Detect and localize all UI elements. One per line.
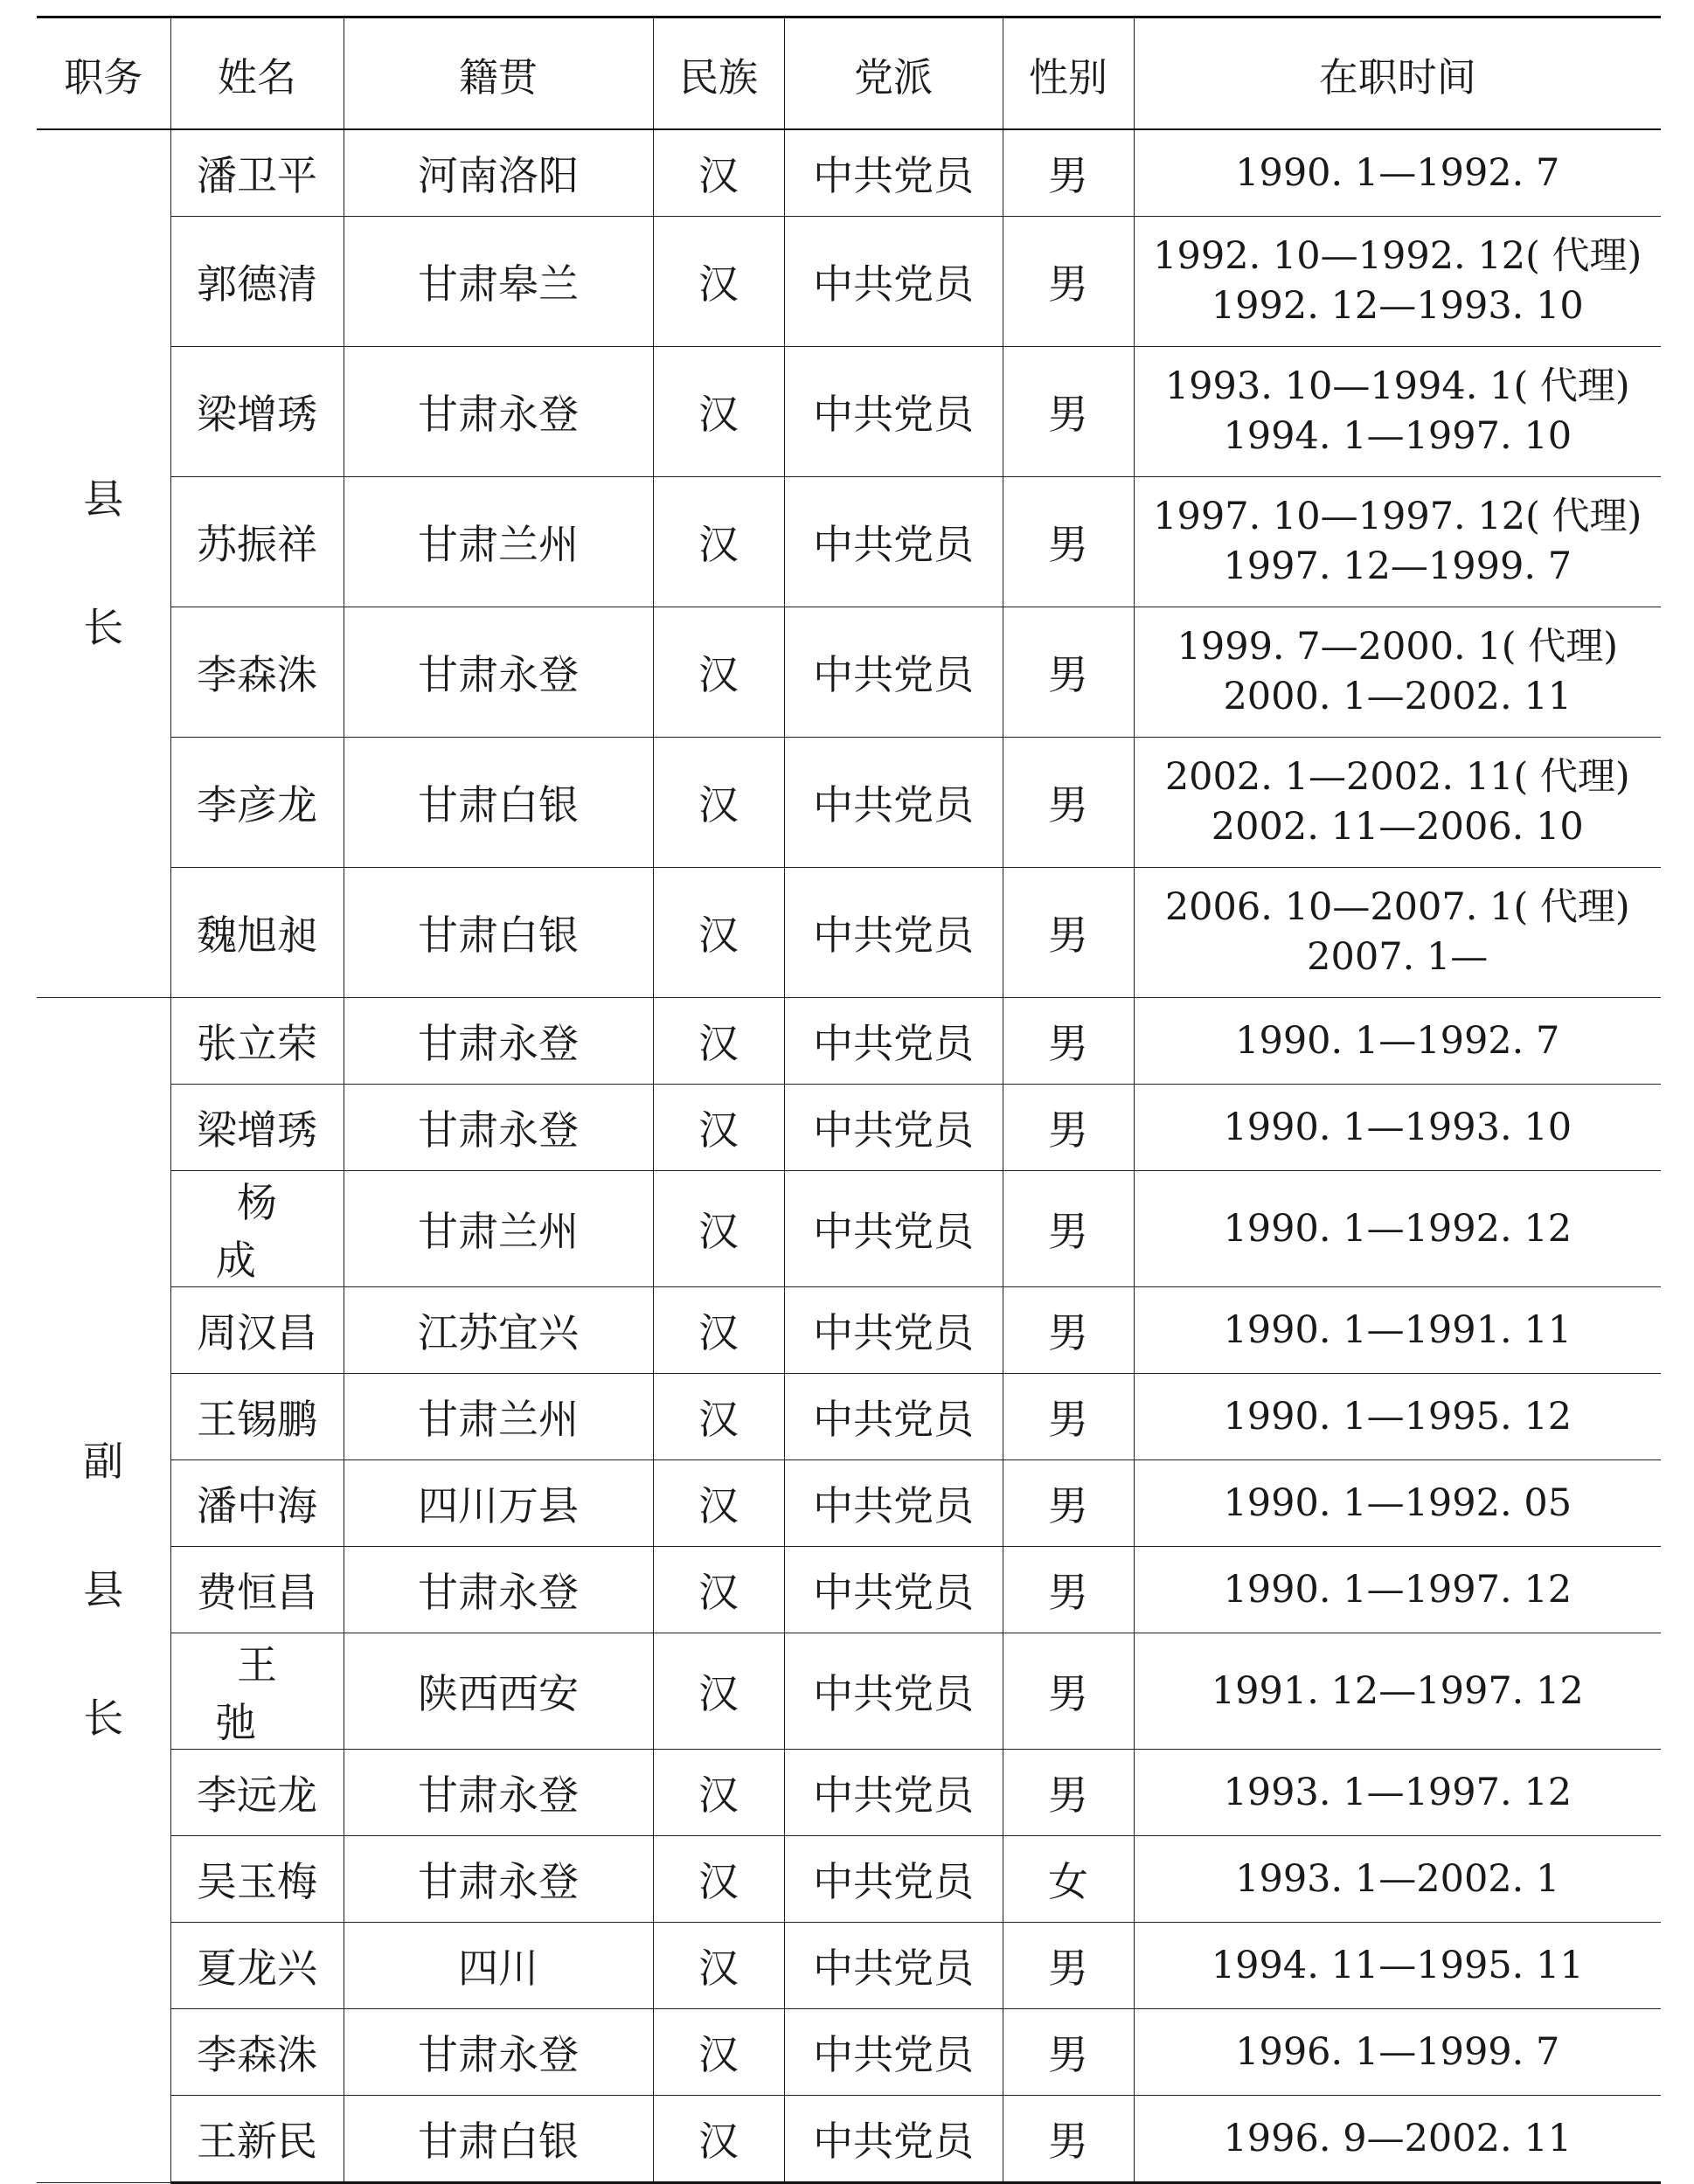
table-row [37, 1085, 1661, 1171]
sex-cell: 男 [1003, 347, 1134, 477]
ethnicity-cell: 汉 [653, 1460, 784, 1547]
table-row [37, 868, 1661, 998]
tenure-line: 1993. 1—1997. 12 [1223, 1770, 1573, 1814]
tenure-line: 1990. 1—1993. 10 [1223, 1105, 1573, 1149]
party-cell: 中共党员 [784, 1085, 1003, 1171]
tenure-line: 2002. 11—2006. 10 [1211, 805, 1584, 849]
origin-cell: 四川 [344, 1923, 653, 2009]
table-row [37, 2009, 1661, 2096]
party-cell: 中共党员 [784, 1287, 1003, 1374]
ethnicity-cell: 汉 [653, 1633, 784, 1750]
table-row [37, 1633, 1661, 1750]
origin-cell: 甘肃永登 [344, 998, 653, 1085]
tenure-cell [1134, 1750, 1661, 1836]
tenure-cell [1134, 738, 1661, 868]
sex-cell: 男 [1003, 1171, 1134, 1287]
tenure-cell [1134, 477, 1661, 607]
tenure-cell [1134, 1171, 1661, 1287]
name-cell: 张立荣 [170, 998, 344, 1085]
party-cell: 中共党员 [784, 2096, 1003, 2183]
sex-cell: 男 [1003, 738, 1134, 868]
table-row [37, 607, 1661, 738]
origin-cell: 四川万县 [344, 1460, 653, 1547]
name-cell: 杨成 [170, 1171, 344, 1287]
name-cell: 梁增琇 [170, 347, 344, 477]
party-cell: 中共党员 [784, 1750, 1003, 1836]
origin-cell: 甘肃永登 [344, 1836, 653, 1923]
name-cell: 吴玉梅 [170, 1836, 344, 1923]
origin-cell: 甘肃白银 [344, 738, 653, 868]
party-cell: 中共党员 [784, 347, 1003, 477]
tenure-cell [1134, 1287, 1661, 1374]
header-origin: 籍贯 [344, 17, 653, 130]
sex-cell: 男 [1003, 868, 1134, 998]
sex-cell: 男 [1003, 2009, 1134, 2096]
tenure-cell [1134, 1460, 1661, 1547]
header-name: 姓名 [170, 17, 344, 130]
tenure-line: 1990. 1—1992. 12 [1223, 1206, 1573, 1251]
position-cell-county-head [37, 129, 170, 998]
tenure-line: 1993. 10—1994. 1( 代理) [1164, 364, 1630, 409]
table-body [37, 129, 1661, 2183]
party-cell: 中共党员 [784, 1547, 1003, 1633]
sex-cell: 男 [1003, 129, 1134, 217]
ethnicity-cell: 汉 [653, 1836, 784, 1923]
sex-cell: 男 [1003, 1460, 1134, 1547]
name-cell: 李森洙 [170, 607, 344, 738]
party-cell: 中共党员 [784, 1923, 1003, 2009]
origin-cell: 甘肃永登 [344, 607, 653, 738]
header-row [37, 17, 1661, 130]
tenure-cell [1134, 1085, 1661, 1171]
name-cell: 李森洙 [170, 2009, 344, 2096]
party-cell: 中共党员 [784, 217, 1003, 347]
name-cell: 王新民 [170, 2096, 344, 2183]
table-row [37, 1460, 1661, 1547]
position-char: 副 [83, 1437, 124, 1485]
tenure-cell [1134, 1923, 1661, 2009]
sex-cell: 男 [1003, 1923, 1134, 2009]
party-cell: 中共党员 [784, 607, 1003, 738]
tenure-line: 1990. 1—1992. 7 [1235, 150, 1560, 195]
header-tenure: 在职时间 [1134, 17, 1661, 130]
name-cell: 王弛 [170, 1633, 344, 1750]
table-row [37, 2096, 1661, 2183]
tenure-cell [1134, 1633, 1661, 1750]
ethnicity-cell: 汉 [653, 607, 784, 738]
ethnicity-cell: 汉 [653, 217, 784, 347]
sex-cell: 男 [1003, 1287, 1134, 1374]
name-cell: 周汉昌 [170, 1287, 344, 1374]
name-cell: 郭德清 [170, 217, 344, 347]
ethnicity-cell: 汉 [653, 1085, 784, 1171]
table-row [37, 1547, 1661, 1633]
origin-cell: 甘肃白银 [344, 868, 653, 998]
tenure-line: 2000. 1—2002. 11 [1223, 675, 1573, 718]
origin-cell: 河南洛阳 [344, 129, 653, 217]
party-cell: 中共党员 [784, 1460, 1003, 1547]
origin-cell: 甘肃永登 [344, 1750, 653, 1836]
sex-cell: 男 [1003, 1547, 1134, 1633]
header-ethnicity: 民族 [653, 17, 784, 130]
tenure-line: 1994. 1—1997. 10 [1223, 414, 1573, 458]
tenure-line: 2006. 10—2007. 1( 代理) [1164, 885, 1630, 930]
party-cell: 中共党员 [784, 738, 1003, 868]
tenure-line: 1992. 10—1992. 12( 代理) [1153, 234, 1642, 279]
table-row [37, 998, 1661, 1085]
origin-cell: 甘肃兰州 [344, 1171, 653, 1287]
tenure-cell [1134, 1836, 1661, 1923]
table-row [37, 1836, 1661, 1923]
origin-cell: 陕西西安 [344, 1633, 653, 1750]
position-char: 县 [83, 1565, 124, 1613]
ethnicity-cell: 汉 [653, 738, 784, 868]
name-cell: 梁增琇 [170, 1085, 344, 1171]
name-cell: 费恒昌 [170, 1547, 344, 1633]
sex-cell: 男 [1003, 1374, 1134, 1460]
sex-cell: 男 [1003, 477, 1134, 607]
tenure-line: 1990. 1—1992. 05 [1223, 1480, 1573, 1525]
tenure-cell [1134, 607, 1661, 738]
tenure-cell [1134, 347, 1661, 477]
tenure-line: 1997. 12—1999. 7 [1223, 544, 1573, 588]
origin-cell: 甘肃皋兰 [344, 217, 653, 347]
table-row [37, 1171, 1661, 1287]
name-cell: 夏龙兴 [170, 1923, 344, 2009]
header-party: 党派 [784, 17, 1003, 130]
table-row [37, 1923, 1661, 2009]
tenure-line: 1990. 1—1995. 12 [1223, 1394, 1573, 1439]
ethnicity-cell: 汉 [653, 129, 784, 217]
origin-cell: 甘肃兰州 [344, 1374, 653, 1460]
party-cell: 中共党员 [784, 1374, 1003, 1460]
tenure-cell [1134, 1374, 1661, 1460]
origin-cell: 甘肃白银 [344, 2096, 653, 2183]
position-char: 县 [83, 475, 124, 523]
ethnicity-cell: 汉 [653, 2009, 784, 2096]
origin-cell: 甘肃永登 [344, 2009, 653, 2096]
table-row [37, 129, 1661, 217]
tenure-line: 1992. 12—1993. 10 [1211, 284, 1584, 328]
tenure-line: 1996. 9—2002. 11 [1223, 2116, 1573, 2160]
tenure-cell [1134, 2009, 1661, 2096]
name-cell: 潘卫平 [170, 129, 344, 217]
party-cell: 中共党员 [784, 1633, 1003, 1750]
tenure-line: 1990. 1—1992. 7 [1235, 1018, 1560, 1063]
position-char: 长 [83, 604, 124, 651]
table-header [37, 17, 1661, 130]
sex-cell: 男 [1003, 998, 1134, 1085]
table-row [37, 1374, 1661, 1460]
tenure-cell [1134, 1547, 1661, 1633]
table-row [37, 1750, 1661, 1836]
origin-cell: 甘肃兰州 [344, 477, 653, 607]
sex-cell: 男 [1003, 1750, 1134, 1836]
origin-cell: 甘肃永登 [344, 347, 653, 477]
name-cell: 李远龙 [170, 1750, 344, 1836]
ethnicity-cell: 汉 [653, 1923, 784, 2009]
ethnicity-cell: 汉 [653, 1750, 784, 1836]
ethnicity-cell: 汉 [653, 868, 784, 998]
tenure-line: 1994. 11—1995. 11 [1211, 1943, 1584, 1987]
tenure-line: 1996. 1—1999. 7 [1235, 2029, 1560, 2074]
tenure-line: 1990. 1—1991. 11 [1223, 1307, 1573, 1352]
ethnicity-cell: 汉 [653, 1171, 784, 1287]
tenure-line: 1999. 7—2000. 1( 代理) [1177, 625, 1618, 669]
table-row [37, 1287, 1661, 1374]
ethnicity-cell: 汉 [653, 477, 784, 607]
tenure-line: 1993. 1—2002. 1 [1235, 1856, 1560, 1901]
ethnicity-cell: 汉 [653, 2096, 784, 2183]
party-cell: 中共党员 [784, 868, 1003, 998]
tenure-line: 1991. 12—1997. 12 [1211, 1668, 1584, 1713]
party-cell: 中共党员 [784, 2009, 1003, 2096]
origin-cell: 江苏宜兴 [344, 1287, 653, 1374]
ethnicity-cell: 汉 [653, 347, 784, 477]
tenure-cell [1134, 129, 1661, 217]
sex-cell: 男 [1003, 217, 1134, 347]
officials-table [37, 16, 1661, 2184]
party-cell: 中共党员 [784, 998, 1003, 1085]
tenure-cell [1134, 2096, 1661, 2183]
tenure-line: 1990. 1—1997. 12 [1223, 1567, 1573, 1612]
sex-cell: 男 [1003, 607, 1134, 738]
ethnicity-cell: 汉 [653, 1374, 784, 1460]
ethnicity-cell: 汉 [653, 998, 784, 1085]
tenure-line: 1997. 10—1997. 12( 代理) [1153, 495, 1642, 539]
party-cell: 中共党员 [784, 477, 1003, 607]
party-cell: 中共党员 [784, 129, 1003, 217]
position-char: 长 [83, 1695, 124, 1743]
sex-cell: 女 [1003, 1836, 1134, 1923]
table-row [37, 477, 1661, 607]
sex-cell: 男 [1003, 1085, 1134, 1171]
name-cell: 李彦龙 [170, 738, 344, 868]
name-cell: 潘中海 [170, 1460, 344, 1547]
header-position: 职务 [37, 17, 170, 130]
position-cell-deputy-county-head [37, 998, 170, 2183]
tenure-cell [1134, 217, 1661, 347]
name-cell: 魏旭昶 [170, 868, 344, 998]
table-row [37, 347, 1661, 477]
party-cell: 中共党员 [784, 1171, 1003, 1287]
party-cell: 中共党员 [784, 1836, 1003, 1923]
ethnicity-cell: 汉 [653, 1287, 784, 1374]
name-cell: 王锡鹏 [170, 1374, 344, 1460]
header-sex: 性别 [1003, 17, 1134, 130]
sex-cell: 男 [1003, 2096, 1134, 2183]
tenure-line: 2007. 1— [1307, 935, 1489, 979]
sex-cell: 男 [1003, 1633, 1134, 1750]
tenure-cell [1134, 868, 1661, 998]
name-cell: 苏振祥 [170, 477, 344, 607]
table-row [37, 738, 1661, 868]
ethnicity-cell: 汉 [653, 1547, 784, 1633]
tenure-line: 2002. 1—2002. 11( 代理) [1164, 755, 1630, 800]
origin-cell: 甘肃永登 [344, 1085, 653, 1171]
table-row [37, 217, 1661, 347]
origin-cell: 甘肃永登 [344, 1547, 653, 1633]
tenure-cell [1134, 998, 1661, 1085]
